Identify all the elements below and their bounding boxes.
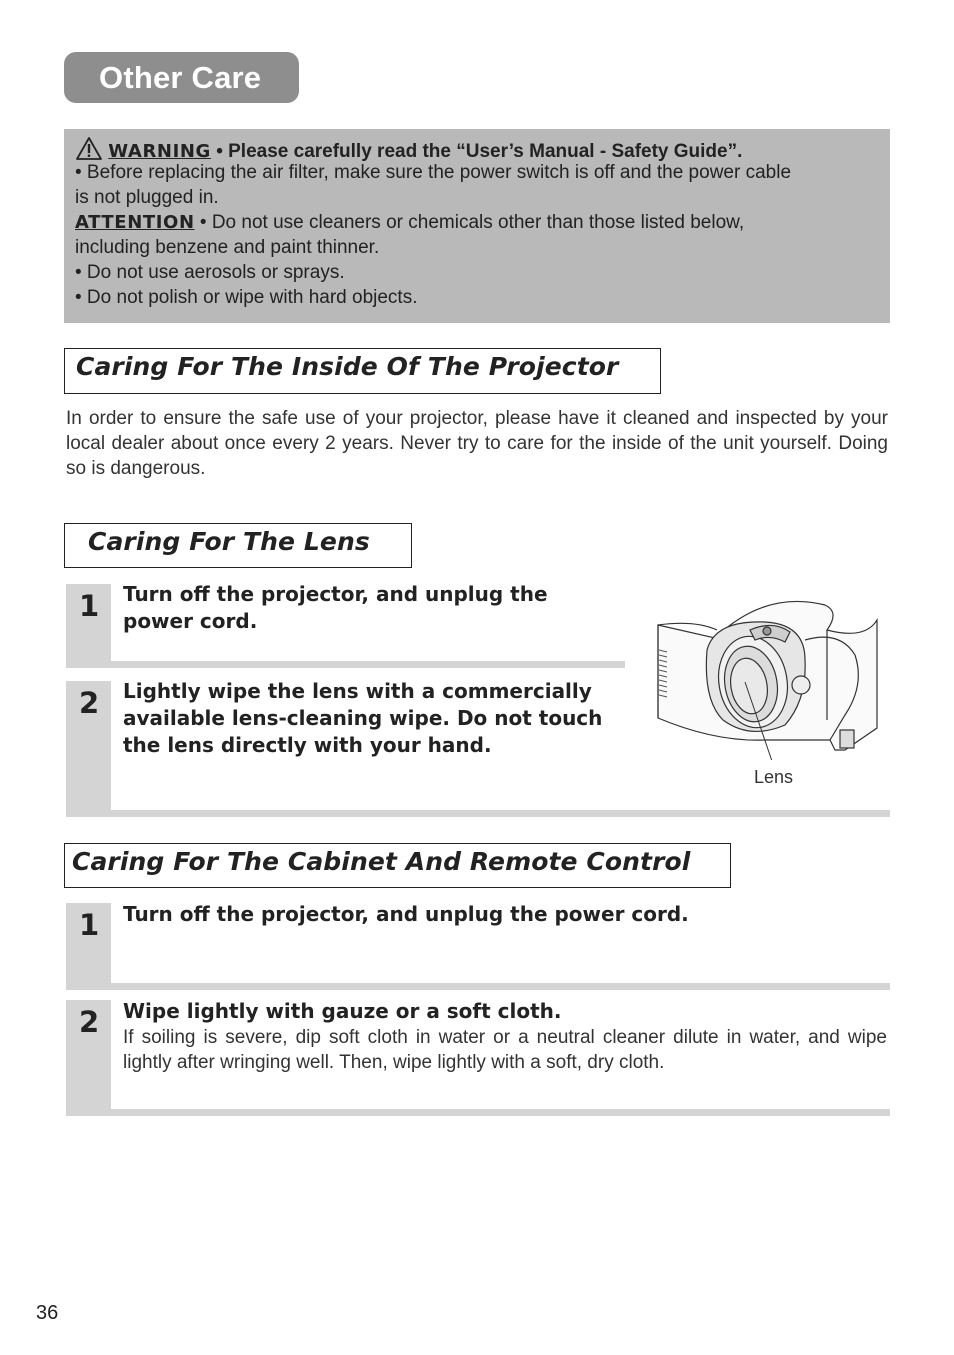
warning-line-6: • Do not use aerosols or sprays. [75,262,345,283]
attention-text: • Do not use cleaners or chemicals other than those listed below, [194,212,745,233]
lens-figure-label: Lens [754,767,794,787]
section-heading-lens [64,523,412,568]
warning-line-7: • Do not polish or wipe with hard objects. [75,287,418,308]
cabinet-step-2-marker [66,1000,111,1116]
cabinet-step-1-bar [66,983,890,990]
warning-line-2: • Before replacing the air filter, make sure the power switch is off and the power cable [75,162,792,183]
cabinet-step-1-number: 1 [79,908,100,942]
section-heading-cabinet [64,843,731,888]
cabinet-step-2-title: Wipe lightly with gauze or a soft cloth. [123,999,562,1023]
page-title-pill [64,52,299,103]
cabinet-step-2-number: 2 [79,1005,100,1039]
warning-keyword: WARNING [108,141,211,162]
warning-text: • Please carefully read the “User’s Manual - Safety Guide”. [210,141,743,162]
lens-step-2-title: Lightly wipe the lens with a commercially available lens-cleaning wipe. Do not touch the lens directly with your hand. [123,679,603,757]
warning-line [75,136,742,163]
lens-step-1-title: Turn off the projector, and unplug the power cord. [123,582,548,633]
section-heading-inside-text: Caring For The Inside Of The Projector [76,352,619,381]
projector-lens-illustration [655,600,880,760]
section-heading-cabinet-text: Caring For The Cabinet And Remote Control [72,847,691,876]
lens-step-1-bar [66,661,625,668]
section-heading-inside [64,348,661,394]
cabinet-step-2-body: If soiling is severe, dip soft cloth in water or a neutral cleaner dilute in water, and wipe lightly after wringing well. Then, wipe lightly with a soft, dry cloth. [123,1027,887,1073]
warning-line-5: including benzene and paint thinner. [75,237,380,258]
lens-step-2-marker [66,681,111,817]
lens-step-2-bar [66,810,890,817]
page-number: 36 [36,1302,59,1324]
warning-box [64,129,890,323]
cabinet-step-2-bar [66,1109,890,1116]
lens-step-1-number: 1 [79,589,100,623]
page-title: Other Care [99,60,262,95]
attention-line [75,212,744,234]
warning-triangle-icon [75,136,103,161]
cabinet-step-1-marker [66,903,111,990]
inside-paragraph: In order to ensure the safe use of your projector, please have it cleaned and inspected by your local dealer about once every 2 years. Never try to care for the inside of the unit yourself. Doing so is dangerous. [66,408,888,479]
lens-step-2-number: 2 [79,686,100,720]
lens-step-1-marker [66,584,111,668]
attention-keyword: ATTENTION [75,212,195,233]
cabinet-step-1-title: Turn off the projector, and unplug the power cord. [123,902,689,926]
section-heading-lens-text: Caring For The Lens [88,527,370,556]
warning-line-3: is not plugged in. [75,187,219,208]
